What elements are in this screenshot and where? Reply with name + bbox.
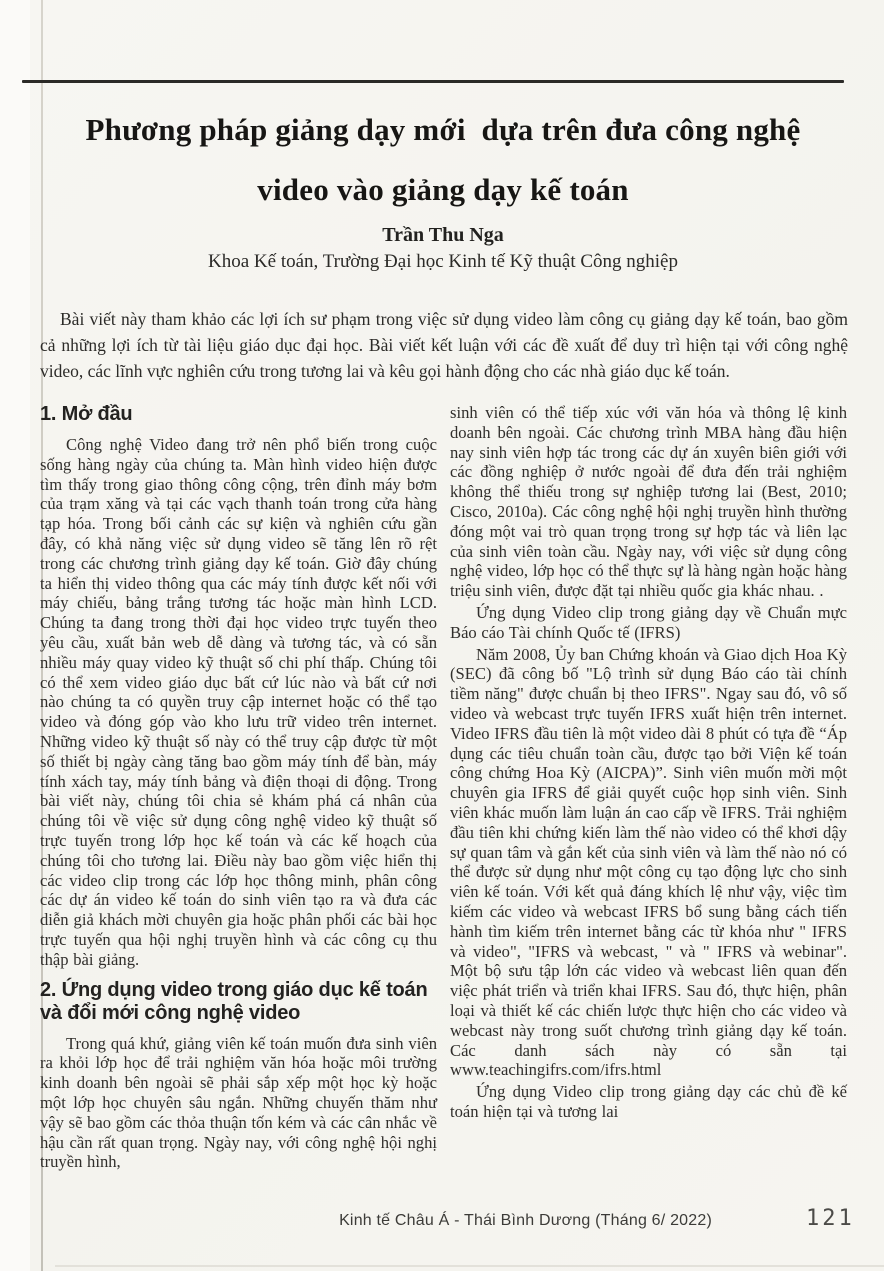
left-column	[40, 403, 437, 1174]
continuation-paragraph: sinh viên có thể tiếp xúc với văn hóa và thông lệ kinh doanh bên ngoài. Các chương trình MBA hàng đầu hiện nay sinh viên hợp tác trong các dự án xuyên biên giới với các đồng nghiệp ở nước ngoài để đưa đến trải nghiệm không thể thiếu trong sự nghiệp tương lai (Best, 2010; Cisco, 2010a). Các công nghệ hội nghị truyền hình thường đóng một vai trò quan trọng trong sự hợp tác và liên lạc của sinh viên toàn cầu. Ngày nay, với việc sử dụng công nghệ video, lớp học có thể thực sự là hàng ngàn hoặc hàng triệu sinh viên, được đặt tại nhiều quốc gia khác nhau. .	[450, 403, 847, 601]
abstract-paragraph: Bài viết này tham khảo các lợi ích sư phạm trong việc sử dụng video làm công cụ giảng dạy kế toán, bao gồm cả những lợi ích từ tài liệu giáo dục đại học. Bài viết kết luận với các đề xuất để duy trì hiện tại với công nghệ video, các lĩnh vực nghiên cứu trong tương lai và kêu gọi hành động cho các nhà giáo dục kế toán.	[40, 309, 848, 381]
article-title	[40, 100, 846, 220]
scan-bottom-edge	[55, 1265, 884, 1267]
ifrs-paragraph: Năm 2008, Ủy ban Chứng khoán và Giao dịch Hoa Kỳ (SEC) đã công bố "Lộ trình sử dụng Báo cáo tài chính tiềm năng" được chuẩn bị theo IFRS". Ngay sau đó, vô số video và webcast trực tuyến IFRS xuất hiện trên internet. Video IFRS đầu tiên là một video dài 8 phút có tựa đề “Áp dụng các tiêu chuẩn toàn cầu, được tạo bởi Viện kế toán công chứng Hoa Kỳ (AICPA)”. Sinh viên muốn mời một chuyên gia IFRS để giải quyết cuộc họp sinh viên. Sinh viên khác muốn làm luận án cao cấp về IFRS. Trải nghiệm đầu tiên khi chứng kiến làm thế nào video có thể khơi dậy sự quan tâm và gắn kết của sinh viên và làm thế nào nó có thể được sử dụng như một công cụ tạo động lực cho sinh viên kế toán. Với kết quả đáng khích lệ như vậy, việc tìm kiếm các video và webcast IFRS bổ sung bằng cách tiến hành tìm kiếm trên internet bằng các từ khóa như " IFRS và video", "IFRS và webcast, " và " IFRS và webinar". Một bộ sưu tập lớn các video và webcast liên quan đến việc phát triển và triển khai IFRS. Sau đó, thực hiện, phân loại và thiết kế các chiến lược thực hiện cho các video và webcast này trong suốt chương trình giảng dạy kế toán. Các danh sách này có sẵn tại www.teachingifrs.com/ifrs.html	[450, 644, 847, 1080]
article-title-line-1: Phương pháp giảng dạy mới dựa trên đưa công nghệ	[85, 112, 801, 147]
intro-paragraph: Công nghệ Video đang trở nên phổ biến trong cuộc sống hàng ngày của chúng ta. Màn hình video hiện được tìm thấy trong giao thông công cộng, trên đỉnh máy bơm của trạm xăng và tại các vạch thanh toán trong cửa hàng tạp hóa. Trong bối cảnh các sự kiện và nghiên cứu gần đây, có khả năng việc sử dụng video sẽ tăng lên rõ rệt trong các chương trình giảng dạy kế toán. Giờ đây chúng ta hiển thị video thông qua các máy tính được kết nối với máy chiếu, bảng trắng tương tác hoặc màn hình LCD. Chúng ta đang trong thời đại học video trực tuyến theo yêu cầu, xuất bản web dễ dàng và tương tác, và có sẵn nhiều máy quay video kỹ thuật số chi phí thấp. Chúng tôi có thể xem video giáo dục bất cứ lúc nào và bất cứ nơi nào chúng ta có quyền truy cập internet hoặc có thể tạo video và đóng góp vào kho lưu trữ video trên internet. Những video kỹ thuật số này có thể truy cập được từ một số thiết bị ngày càng tăng bao gồm máy tính để bàn, máy tính xách tay, máy tính bảng và điện thoại di động. Trong bài viết này, chúng tôi chia sẻ khám phá cá nhân của chúng tôi về việc sử dụng công nghệ video kỹ thuật số trực tuyến trong lớp học kế toán và các kế hoạch của chúng tôi cho tương lai. Điều này bao gồm việc hiển thị các video clip trong các lớp học thông minh, phân công các dự án video kế toán do sinh viên tạo ra và đưa các diễn giả khách mời chuyên gia hoặc phân phối các bài học trực tuyến qua hội nghị truyền hình và các công cụ thu thập bài giảng.	[40, 435, 437, 969]
author-affiliation: Khoa Kế toán, Trường Đại học Kinh tế Kỹ thuật Công nghiệp	[208, 251, 678, 272]
section-heading-video-education: 2. Ứng dụng video trong giáo dục kế toán và đổi mới công nghệ video	[40, 978, 428, 1024]
section-heading-intro: 1. Mở đầu	[40, 403, 133, 425]
footer-page-number: 121	[806, 1206, 855, 1231]
right-column	[450, 403, 847, 1174]
section2-paragraph: Trong quá khứ, giảng viên kế toán muốn đưa sinh viên ra khỏi lớp học để trải nghiệm văn hóa hoặc môi trường kinh doanh bên ngoài sẽ phải sắp xếp một học kỳ hoặc một lớp học chuyên sâu ngắn. Những chuyến thăm như vậy sẽ bao gồm các thỏa thuận tốn kém và các cân nhắc về hậu cần rất quan trọng. Ngày nay, với công nghệ hội nghị truyền hình,	[40, 1033, 437, 1172]
subheading-current-topics: Ứng dụng Video clip trong giảng dạy các chủ đề kế toán hiện tại và tương lai	[450, 1082, 847, 1121]
page-left-margin-edge	[0, 0, 30, 1271]
two-column-body	[40, 403, 848, 1174]
header-rule	[22, 80, 844, 83]
author-name: Trần Thu Nga	[382, 224, 504, 246]
article-title-line-2: video vào giảng dạy kế toán	[257, 172, 629, 207]
subheading-ifrs: Ứng dụng Video clip trong giảng dạy về Chuẩn mực Báo cáo Tài chính Quốc tế (IFRS)	[450, 602, 847, 642]
footer-journal-title: Kinh tế Châu Á - Thái Bình Dương (Tháng 6/ 2022)	[339, 1212, 712, 1229]
